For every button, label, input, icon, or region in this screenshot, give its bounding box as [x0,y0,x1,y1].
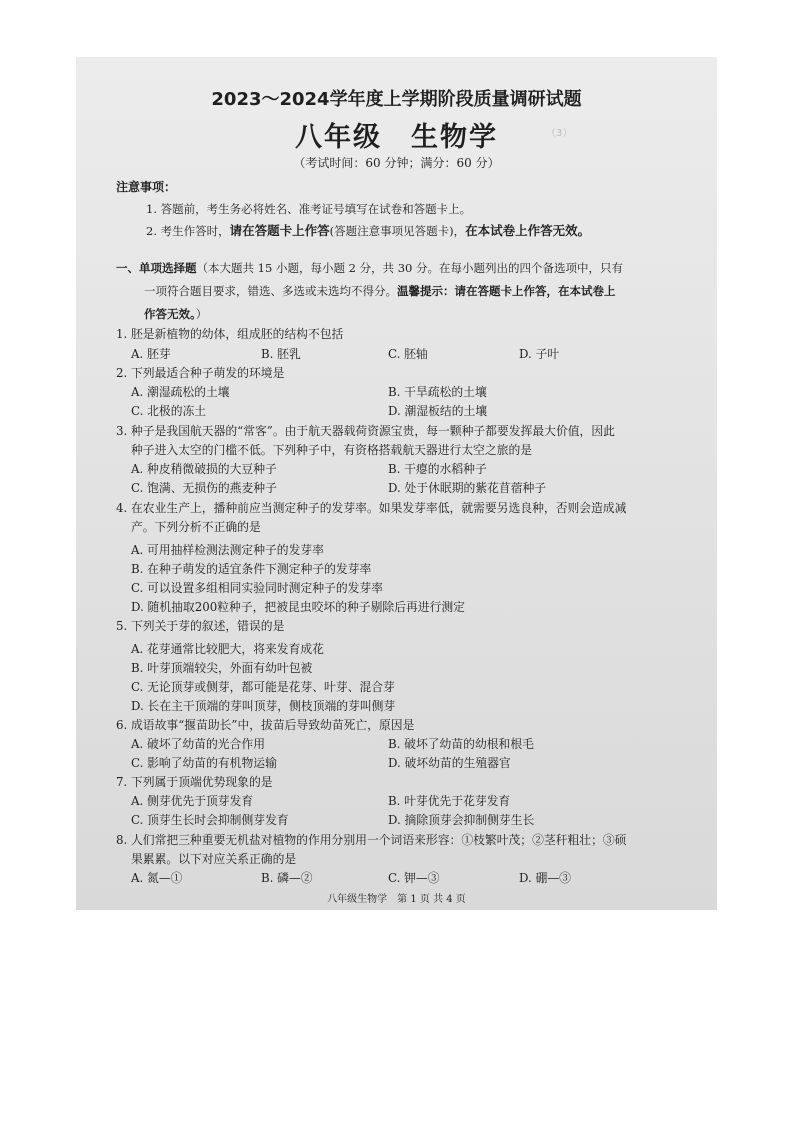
question-2-option-d[interactable]: D. 潮湿板结的土壤 [388,404,488,418]
bleed-through-text: （3） [546,128,738,139]
question-5-stem: 5. 下列关于芽的叙述，错误的是 [116,619,285,633]
question-5-option-a[interactable]: A. 花芽通常比较肥大，将来发育成花 [131,642,324,656]
question-7-option-c[interactable]: C. 顶芽生长时会抑制侧芽发育 [131,813,289,827]
question-3-option-a[interactable]: A. 种皮稍微破损的大豆种子 [131,462,277,476]
page-footer: 八年级生物学 第 1 页 共 4 页 [327,894,466,905]
question-1-option-c[interactable]: C. 胚轴 [388,347,428,361]
question-6-option-c[interactable]: C. 影响了幼苗的有机物运输 [131,756,277,770]
question-3-stem: 3. 种子是我国航天器的“常客”。由于航天器载荷资源宝贵，每一颗种子都要发挥最大价值，因此 [116,424,615,438]
question-7-stem: 7. 下列属于顶端优势现象的是 [116,775,273,789]
question-3-option-b[interactable]: B. 干瘪的水稻种子 [388,462,487,476]
question-5-option-c[interactable]: C. 无论顶芽或侧芽，都可能是花芽、叶芽、混合芽 [131,680,395,694]
question-4-option-c[interactable]: C. 可以设置多组相同实验同时测定种子的发芽率 [131,581,384,595]
section-1-desc-line2 [116,280,711,303]
section-1-desc2: 一项符合题目要求，错选、多选或未选均不得分。 [144,284,397,298]
question-6-option-d[interactable]: D. 破坏幼苗的生殖器官 [388,756,511,770]
question-1-option-b[interactable]: B. 胚乳 [261,347,301,361]
question-7-option-b[interactable]: B. 叶芽优先于花芽发育 [388,794,511,808]
section-1-tip-end: ） [195,307,208,321]
section-1-tip: 温馨提示：请在答题卡上作答，在本试卷上 [397,284,616,298]
exam-page [76,57,738,910]
question-2-option-b[interactable]: B. 干旱疏松的土壤 [388,385,487,399]
question-2-option-c[interactable]: C. 北极的冻土 [131,404,207,418]
exam-info: （考试时间：60 分钟；满分：60 分） [293,156,500,170]
question-4-option-b[interactable]: B. 在种子萌发的适宜条件下测定种子的发芽率 [131,562,372,576]
question-3-option-d[interactable]: D. 处于休眠期的紫花苜蓿种子 [388,481,547,495]
section-1-desc-line3 [116,303,711,326]
exam-title: 2023～2024学年度上学期阶段质量调研试题 [211,89,582,110]
question-6-stem: 6. 成语故事“揠苗助长”中，拔苗后导致幼苗死亡，原因是 [116,718,415,732]
note-item-2-b: 请在答题卡上作答 [229,223,330,238]
question-4-stem: 4. 在农业生产上，播种前应当测定种子的发芽率。如果发芽率低，就需要另选良种，否则会造成减 [116,501,627,515]
question-7-option-a[interactable]: A. 侧芽优先于顶芽发育 [131,794,254,808]
note-item-2 [146,221,590,239]
note-item-2-a: 2. 考生作答时， [146,224,230,238]
question-4-option-a[interactable]: A. 可用抽样检测法测定种子的发芽率 [131,543,324,557]
question-7-option-d[interactable]: D. 摘除顶芽会抑制侧芽生长 [388,813,535,827]
question-3-option-c[interactable]: C. 饱满、无损伤的燕麦种子 [131,481,277,495]
notes-heading: 注意事项： [116,180,177,194]
question-8-stem-line2: 果累累。以下对应关系正确的是 [131,852,297,866]
question-8-option-d[interactable]: D. 硼—③ [519,871,571,885]
section-1-desc: （本大题共 15 小题，每小题 2 分，共 30 分。在每小题列出的四个备选项中，只有 [196,261,624,275]
question-1-option-d[interactable]: D. 子叶 [519,347,560,361]
question-4-stem-line2: 产。下列分析不正确的是 [131,520,261,534]
exam-subject: 八年级 生物学 [295,122,498,153]
question-4-option-d[interactable]: D. 随机抽取200粒种子，把被昆虫咬坏的种子剔除后再进行测定 [131,600,465,614]
question-5-option-b[interactable]: B. 叶芽顶端较尖，外面有幼叶包被 [131,661,313,675]
question-8-stem: 8. 人们常把三种重要无机盐对植物的作用分别用一个词语来形容：①枝繁叶茂；②茎秆粗壮；③硕 [116,833,627,847]
question-1-option-a[interactable]: A. 胚芽 [131,347,171,361]
section-1-heading: 一、单项选择题 [116,261,197,275]
question-2-stem: 2. 下列最适合种子萌发的环境是 [116,366,285,380]
question-6-option-b[interactable]: B. 破坏了幼苗的幼根和根毛 [388,737,534,751]
question-8-option-c[interactable]: C. 钾—③ [388,871,440,885]
section-1-intro [116,257,711,326]
question-1-stem: 1. 胚是新植物的幼体，组成胚的结构不包括 [116,327,344,341]
question-2-option-a[interactable]: A. 潮湿疏松的土壤 [131,385,230,399]
question-6-option-a[interactable]: A. 破坏了幼苗的光合作用 [131,737,265,751]
section-1-tip2: 作答无效。 [144,307,196,321]
question-5-option-d[interactable]: D. 长在主干顶端的芽叫顶芽，侧枝顶端的芽叫侧芽 [131,699,396,713]
question-8-option-b[interactable]: B. 磷—② [261,871,313,885]
note-item-1: 1. 答题前，考生务必将姓名、准考证号填写在试卷和答题卡上。 [146,202,472,216]
question-3-stem-line2: 种子进入太空的门槛不低。下列种子中，有资格搭载航天器进行太空之旅的是 [131,443,533,457]
note-item-2-c: (答题注意事项见答题卡)， [329,224,466,238]
question-8-option-a[interactable]: A. 氮—① [131,871,183,885]
note-item-2-d: 在本试卷上作答无效。 [465,223,591,238]
